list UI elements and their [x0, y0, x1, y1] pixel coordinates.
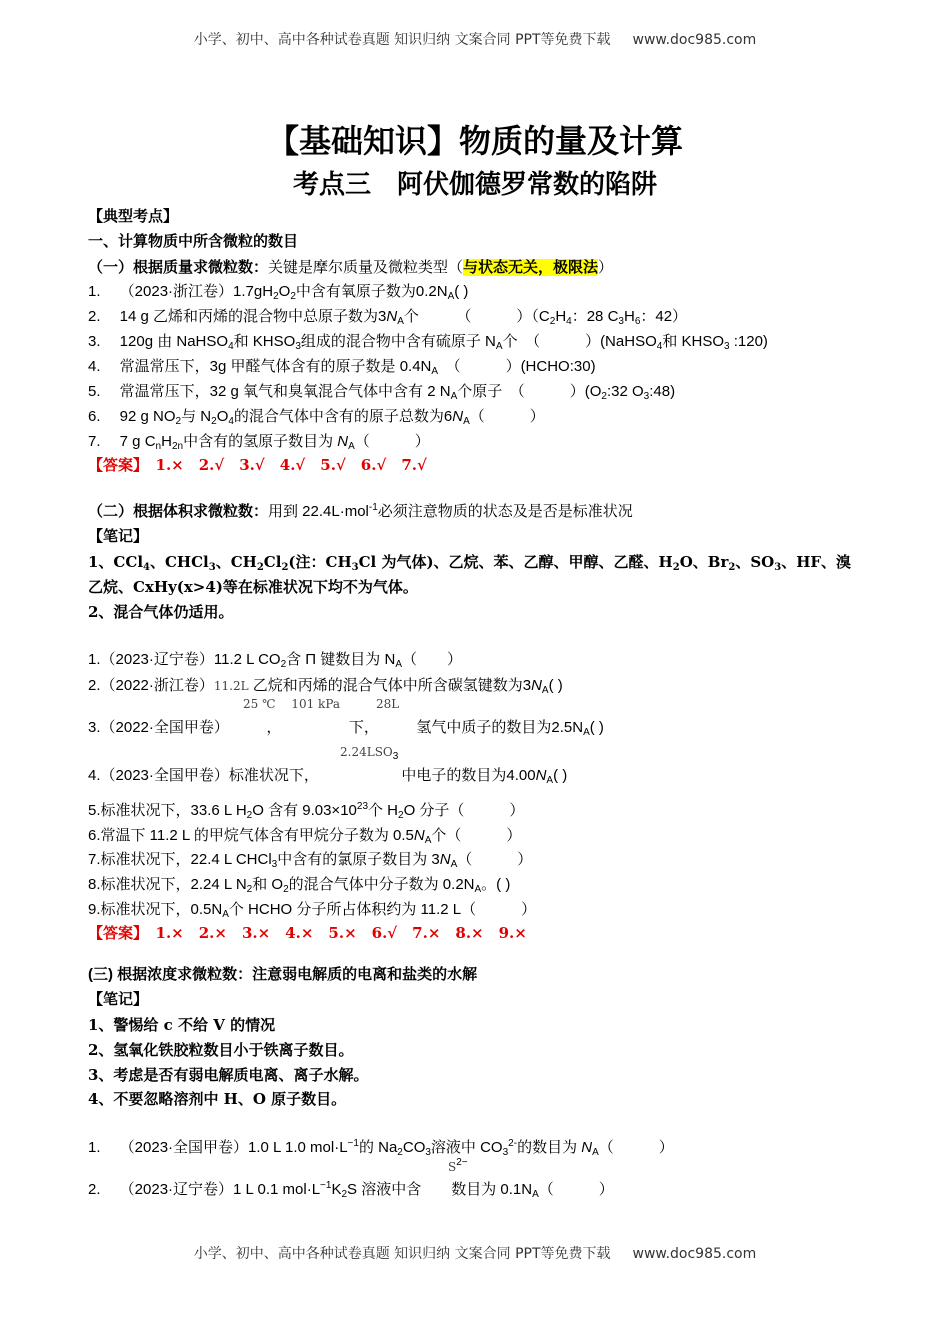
text-segment: 2.24LSO: [340, 745, 393, 759]
text-segment: A: [450, 859, 458, 870]
text-line: [88, 900, 536, 920]
text-segment: 乙烷和丙烯的混合气体中所含碳氢键数为3: [248, 677, 532, 694]
text-line: [88, 577, 418, 597]
text-segment: 2: [549, 316, 556, 327]
text-segment: A: [463, 416, 470, 427]
text-segment: ( ): [548, 677, 563, 694]
text-segment: A: [222, 909, 229, 920]
text-segment: A: [424, 835, 432, 846]
text-segment: A: [532, 1189, 539, 1200]
text-segment: 一、计算物质中所含微粒的数目: [88, 233, 299, 250]
text-segment: 3: [351, 562, 359, 573]
text-segment: 2: [601, 391, 607, 402]
text-segment: 5.标准状况下，33.6 L H: [88, 802, 247, 819]
text-segment: H: [161, 433, 172, 450]
page-footer: [0, 1243, 950, 1263]
text-segment: N: [413, 827, 425, 844]
text-segment: 2: [290, 291, 296, 302]
text-segment: 4. 常温常压下，3g 甲醛气体含有的原子数是 0.4N: [88, 358, 432, 375]
document-title: 【基础知识】物质的量及计算: [266, 122, 683, 160]
text-line: [88, 1089, 346, 1109]
text-segment: −1: [320, 1180, 332, 1191]
text-line: [88, 332, 768, 352]
text-line: [88, 357, 596, 377]
text-segment: 和 KHSO: [233, 333, 296, 350]
text-line: [88, 1015, 275, 1035]
text-segment: 【笔记】: [88, 528, 149, 545]
text-segment: 【典型考点】: [88, 208, 179, 225]
text-segment: ( ): [454, 283, 469, 300]
text-segment: 和 O: [252, 876, 284, 893]
text-segment: 中含有的氯原子数目为 3: [277, 851, 440, 868]
text-line: [88, 990, 148, 1010]
text-segment: 2、混合气体仍适用。: [88, 603, 234, 621]
text-segment: 4: [228, 416, 234, 427]
text-segment: 11.2L: [213, 679, 249, 693]
text-segment: 、CHCl: [149, 553, 209, 571]
text-line: [88, 850, 532, 870]
text-segment: 1、警惕给 c 不给 V 的情况: [88, 1016, 276, 1034]
text-segment: 2: [273, 291, 279, 302]
text-segment: 个（ ）: [431, 827, 522, 844]
text-segment: 2-: [508, 1138, 518, 1149]
text-segment: A: [546, 775, 554, 786]
text-segment: 组成的混合物中含有硫原子 N: [300, 333, 496, 350]
text-segment: A: [541, 685, 549, 696]
text-segment: CO: [402, 1139, 426, 1156]
text-segment: A: [495, 341, 503, 352]
text-line: [88, 801, 524, 821]
text-segment: N: [535, 767, 547, 784]
text-line: [88, 718, 604, 738]
text-segment: 2−: [456, 1157, 468, 1168]
text-segment: 3: [295, 341, 301, 352]
text-segment: 含 Π 键数目为 N: [286, 651, 396, 668]
text-segment: 的混合气体中含有的原子总数为6: [233, 408, 453, 425]
text-segment: −1: [347, 1138, 359, 1149]
text-segment: 1. （2023·全国甲卷）1.0 L 1.0 mol·L: [88, 1139, 348, 1156]
text-segment: 3. 120g 由 NaHSO: [88, 333, 229, 350]
text-line: [88, 207, 178, 227]
highlighted-text: 与状态无关，极限法: [463, 259, 599, 276]
text-segment: N: [581, 1139, 593, 1156]
text-segment: 4: [656, 341, 663, 352]
text-line: [88, 407, 545, 427]
text-segment: ）: [598, 259, 614, 276]
text-segment: N: [337, 433, 349, 450]
footer-text: 小学、初中、高中各种试卷真题 知识归纳 文案合同 PPT等免费下载: [193, 1246, 611, 1262]
text-line: [88, 282, 468, 302]
text-segment: O 分子（ ）: [403, 802, 525, 819]
text-line: [448, 1157, 468, 1174]
text-segment: 2. 14 g 乙烯和丙烯的混合物中总原子数为3: [88, 308, 387, 325]
text-segment: 、HF、溴: [781, 553, 852, 571]
text-line: [88, 826, 521, 846]
text-segment: 3.（2022·全国甲卷） ， 下， 氢气中质子的数目为2.5N: [88, 719, 584, 736]
text-segment: 个原子 （ ）(O: [457, 383, 602, 400]
text-segment: 5. 常温常压下，32 g 氧气和臭氧混合气体中含有 2 N: [88, 383, 451, 400]
text-segment: Cl 为气体)、乙烷、苯、乙醇、甲醇、乙醛、H: [358, 553, 673, 571]
text-segment: 1、CCl: [88, 553, 144, 571]
text-segment: O 含有 9.03×10: [252, 802, 357, 819]
text-segment: 个 （ ）（C: [403, 308, 550, 325]
text-segment: K: [331, 1181, 342, 1198]
text-segment: （ ）: [354, 433, 430, 450]
text-segment: 和 KHSO: [662, 333, 724, 350]
text-segment: 2: [398, 810, 404, 821]
text-segment: 3: [502, 1147, 509, 1158]
text-segment: 【答案】 1.× 2.× 3.× 4.× 5.× 6.√ 7.× 8.× 9.×: [88, 924, 527, 942]
text-line: [88, 382, 675, 402]
text-segment: N: [531, 677, 542, 694]
header-text: 小学、初中、高中各种试卷真题 知识归纳 文案合同 PPT等免费下载: [193, 32, 611, 48]
text-segment: ：28 C: [571, 308, 619, 325]
text-segment: 2: [281, 562, 289, 573]
text-segment: 的混合气体中分子数为 0.2N: [288, 876, 475, 893]
text-segment: 、SO: [735, 553, 775, 571]
text-segment: 2: [246, 810, 253, 821]
text-segment: （二）根据体积求微粒数：: [88, 503, 269, 520]
text-line: [88, 527, 148, 547]
text-segment: n: [155, 441, 162, 452]
text-line: [88, 307, 687, 327]
text-segment: 25 ℃ 101 kPa 28L: [243, 697, 400, 711]
text-segment: 2. （2023·辽宁卷）1 L 0.1 mol·L: [88, 1181, 321, 1198]
document-subtitle: 考点三 阿伏伽德罗常数的陷阱: [292, 170, 657, 200]
text-segment: 6: [634, 316, 641, 327]
text-segment: 4.（2023·全国甲卷）标准状况下， 中电子的数目为4.00: [88, 767, 536, 784]
text-segment: 3: [724, 341, 730, 352]
text-segment: 4: [143, 562, 150, 573]
text-segment: 23: [356, 801, 369, 812]
text-segment: 2: [672, 562, 680, 573]
text-segment: S: [448, 1160, 457, 1174]
text-segment: 2: [256, 562, 264, 573]
text-segment: A: [474, 884, 482, 895]
text-segment: 9.标准状况下，0.5N: [88, 901, 223, 918]
text-segment: 关键是摩尔质量及微粒类型（: [268, 259, 464, 276]
text-line: [88, 552, 851, 572]
text-line: [243, 697, 399, 711]
text-segment: 2: [283, 884, 289, 895]
text-segment: （ ）(HCHO:30): [438, 358, 596, 375]
answer-line: [88, 455, 427, 475]
page-header: [0, 29, 950, 49]
text-line: [88, 432, 430, 452]
text-segment: 3: [425, 1147, 431, 1158]
text-segment: O、Br: [679, 553, 729, 571]
text-segment: 、CH: [215, 553, 257, 571]
text-segment: （ ）: [401, 651, 462, 668]
text-segment: 乙烷、CxHy(x>4)等在标准状况下均不为气体。: [88, 578, 418, 596]
text-segment: 【笔记】: [88, 991, 149, 1008]
text-segment: N: [386, 308, 398, 325]
text-segment: 1. （2023·浙江卷）1.7gH: [88, 283, 274, 300]
text-segment: 3: [271, 859, 278, 870]
text-line: [88, 1138, 674, 1158]
text-segment: O: [216, 408, 229, 425]
text-segment: :48): [649, 383, 676, 400]
text-segment: 3: [208, 562, 216, 573]
text-line: [88, 232, 298, 252]
text-segment: ( ): [553, 767, 568, 784]
text-segment: :32 O: [606, 383, 644, 400]
text-segment: 2.（2022·浙江卷）: [88, 677, 214, 694]
text-line: [340, 745, 399, 762]
text-segment: A: [450, 391, 458, 402]
text-segment: O: [278, 283, 291, 300]
text-segment: 2: [175, 416, 182, 427]
text-segment: 3、考虑是否有弱电解质电离、离子水解。: [88, 1066, 369, 1084]
text-segment: 中含有氧原子数为0.2N: [295, 283, 448, 300]
text-segment: （ ）: [538, 1181, 614, 1198]
text-segment: A: [395, 659, 402, 670]
text-line: [88, 676, 563, 696]
text-segment: A: [431, 366, 439, 377]
text-segment: 7.标准状况下，22.4 L CHCl: [88, 851, 272, 868]
text-segment: 必须注意物质的状态及是否是标准状况: [377, 503, 633, 520]
text-line: [88, 602, 233, 622]
text-segment: 2n: [171, 441, 184, 452]
text-segment: 8.标准状况下，2.24 L N: [88, 876, 247, 893]
text-segment: A: [397, 316, 404, 327]
text-segment: 用到 22.4L·mol: [268, 503, 369, 520]
text-line: [88, 650, 462, 670]
text-line: [88, 965, 477, 985]
text-segment: 3: [618, 316, 624, 327]
text-segment: 2: [397, 1147, 403, 1158]
text-segment: H: [623, 308, 635, 325]
text-segment: S 溶液中含 数目为 0.1N: [347, 1181, 533, 1198]
text-segment: 3: [774, 562, 782, 573]
text-segment: （ ）: [457, 851, 533, 868]
text-segment: 个 HCHO 分子所占体积约为 11.2 L（ ）: [228, 901, 537, 918]
text-segment: 中含有的氢原子数目为: [183, 433, 338, 450]
text-segment: 2: [211, 416, 217, 427]
text-segment: N: [452, 408, 464, 425]
text-segment: 6. 92 g NO: [88, 408, 176, 425]
text-segment: 3: [392, 751, 399, 762]
text-line: [88, 875, 510, 895]
text-segment: 与 N: [181, 408, 212, 425]
text-segment: 溶液中 CO: [430, 1139, 503, 1156]
text-segment: A: [583, 727, 590, 738]
text-segment: 3: [643, 391, 650, 402]
text-segment: 的 Na: [358, 1139, 398, 1156]
text-segment: -1: [368, 502, 378, 513]
text-segment: :120): [729, 333, 768, 350]
text-line: [88, 1065, 368, 1085]
text-line: [88, 502, 633, 522]
text-segment: 6.常温下 11.2 L 的甲烷气体含有甲烷分子数为 0.5: [88, 827, 414, 844]
text-line: [88, 258, 613, 278]
text-segment: ( ): [589, 719, 604, 736]
text-segment: 个 H: [368, 802, 399, 819]
text-segment: A: [447, 291, 455, 302]
text-segment: （ ）: [469, 408, 545, 425]
text-segment: 4: [566, 316, 572, 327]
text-line: [88, 1180, 614, 1200]
text-segment: Cl: [263, 553, 282, 571]
text-segment: 【答案】 1.× 2.√ 3.√ 4.√ 5.√ 6.√ 7.√: [88, 456, 427, 474]
text-segment: H: [555, 308, 567, 325]
text-segment: A: [348, 441, 355, 452]
text-segment: 2: [280, 659, 287, 670]
text-segment: 2: [341, 1189, 348, 1200]
text-segment: A: [592, 1147, 599, 1158]
text-segment: 7. 7 g C: [88, 433, 156, 450]
text-segment: 1.（2023·辽宁卷）11.2 L CO: [88, 651, 281, 668]
text-segment: 个 （ ）(NaHSO: [502, 333, 657, 350]
text-line: [88, 766, 567, 786]
text-segment: 2: [246, 884, 253, 895]
text-segment: 。( ): [481, 876, 511, 893]
text-segment: (注：CH: [288, 553, 352, 571]
text-segment: 的数目为: [517, 1139, 582, 1156]
text-segment: (三) 根据浓度求微粒数：注意弱电解质的电离和盐类的水解: [88, 966, 478, 983]
text-segment: （一）根据质量求微粒数：: [88, 259, 269, 276]
footer-url[interactable]: www.doc985.com: [632, 1246, 757, 1262]
answer-line: [88, 923, 527, 943]
text-segment: 4、不要忽略溶剂中 H、O 原子数目。: [88, 1090, 347, 1108]
text-segment: N: [439, 851, 451, 868]
text-segment: 2: [728, 562, 736, 573]
header-url[interactable]: www.doc985.com: [632, 32, 757, 48]
text-segment: 4: [228, 341, 234, 352]
text-line: [88, 1040, 353, 1060]
text-segment: ：42）: [640, 308, 688, 325]
text-segment: 2、氢氧化铁胶粒数目小于铁离子数目。: [88, 1041, 354, 1059]
text-segment: （ ）: [598, 1139, 674, 1156]
